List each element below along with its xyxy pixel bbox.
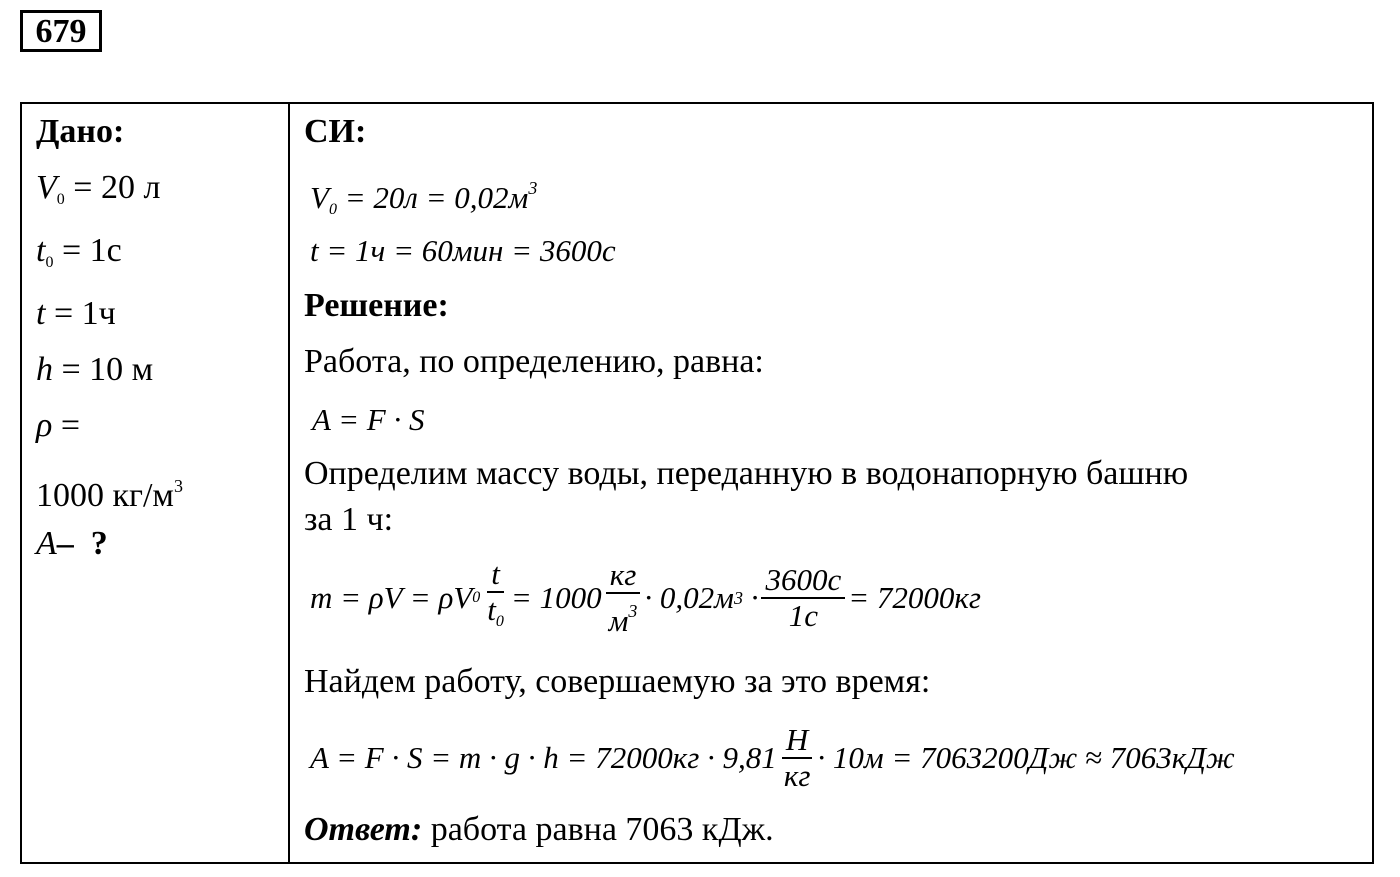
- solution-paragraph-2a: Определим массу воды, переданную в водонапорную башню: [304, 455, 1189, 492]
- given-v0: $V_0 = 20$ л: [36, 169, 161, 208]
- fraction-kg-per-m3: $\frac{кг}{м^3}$: [605, 558, 642, 638]
- formula-work: A = F · S: [312, 402, 425, 437]
- given-find: A– ?: [36, 525, 108, 562]
- answer-label: Ответ:: [304, 811, 423, 848]
- formula-work-value: A = F · S = m · g · h = 72000кг · 9,81 $\frac{Н}{кг}$ · 10м = 7063200Дж ≈ 7063кДж: [310, 722, 1235, 793]
- solution-title: Решение:: [304, 287, 449, 324]
- si-line-1: $V_0 = 20л = 0,02м^3$: [310, 178, 538, 218]
- given-h: h = 10 м: [36, 351, 154, 388]
- answer-text: работа равна 7063 кДж.: [422, 811, 774, 848]
- fraction-n-per-kg: $\frac{Н}{кг}$: [783, 722, 811, 793]
- fraction-t-over-t0: $\frac{t}{t_0}$: [487, 556, 504, 630]
- given-t0: $t_0 = 1с$: [36, 232, 122, 271]
- answer-line: [304, 810, 774, 850]
- problem-number: 679: [20, 10, 102, 52]
- given-title: Дано:: [36, 113, 125, 150]
- solution-paragraph-3: Найдем работу, совершаемую за это время:: [304, 663, 931, 700]
- solution-paragraph-1: Работа, по определению, равна:: [304, 343, 764, 380]
- fraction-time-ratio: $\frac{3600с}{1с}$: [761, 563, 845, 633]
- given-t: t = 1ч: [36, 295, 116, 332]
- given-rho: ρ =: [36, 407, 81, 444]
- si-title: СИ:: [304, 113, 367, 150]
- si-line-2: t = 1ч = 60мин = 3600с: [310, 233, 616, 268]
- formula-mass: m = ρV = ρV 0 $\frac{t}{t_0}$ = 1000 $\frac{кг}{м^3}$ · 0,02м 3 · $\frac{3600с}{1с}$ = 72000кг: [310, 556, 981, 638]
- column-divider: [288, 104, 290, 862]
- given-rho-value: 1000 $кг/м^3$: [36, 476, 183, 514]
- solution-table: [20, 102, 1374, 864]
- solution-paragraph-2b: за 1 ч:: [304, 501, 394, 538]
